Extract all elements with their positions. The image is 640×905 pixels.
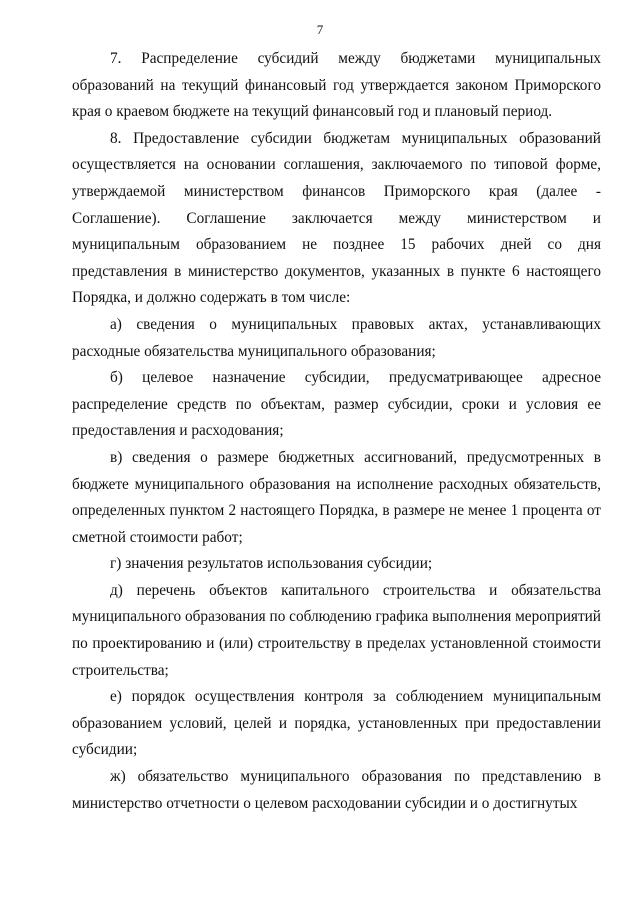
list-item-b: б) целевое назначение субсидии, предусматривающее адресное распределение средств по объектам, размер субсидии, сроки и условия ее предоставления и расходования; <box>72 369 601 440</box>
list-item-a: а) сведения о муниципальных правовых актах, устанавливающих расходные обязательства муниципального образования; <box>72 315 601 360</box>
list-item-g: г) значения результатов использования субсидии; <box>110 555 433 573</box>
list-item-e: е) порядок осуществления контроля за соблюдением муниципальным образованием условий, целей и порядка, установленных при предоставлении субсидии; <box>72 688 601 759</box>
paragraph-7: 7. Распределение субсидий между бюджетами муниципальных образований на текущий финансовый год утверждается законом Приморского края о краевом бюджете на текущий финансовый год и плановый период. <box>72 50 601 121</box>
document-body <box>72 46 601 817</box>
paragraph-8: 8. Предоставление субсидии бюджетам муниципальных образований осуществляется на основании соглашения, заключаемого по типовой форме, утверждаемой министерством финансов Приморского края (далее - Соглашение). Соглашение заключается между министерством и муниципальным образованием не позднее 15 рабочих дней со дня представления в министерство документов, указанных в пункте 6 настоящего Порядка, и должно содержать в том числе: <box>72 129 601 307</box>
list-item-v: в) сведения о размере бюджетных ассигнований, предусмотренных в бюджете муниципального образования на исполнение расходных обязательств, определенных пунктом 2 настоящего Порядка, в размере не менее 1 процента от сметной стоимости работ; <box>72 448 601 546</box>
list-item-zh: ж) обязательство муниципального образования по представлению в министерство отчетности о целевом расходовании субсидии и о достигнутых <box>72 768 601 812</box>
page-number: 7 <box>316 22 324 37</box>
list-item-d: д) перечень объектов капитального строительства и обязательства муниципального образования по соблюдению графика выполнения мероприятий по проектированию и (или) строительству в пределах установленной стоимости строительства; <box>72 581 601 679</box>
